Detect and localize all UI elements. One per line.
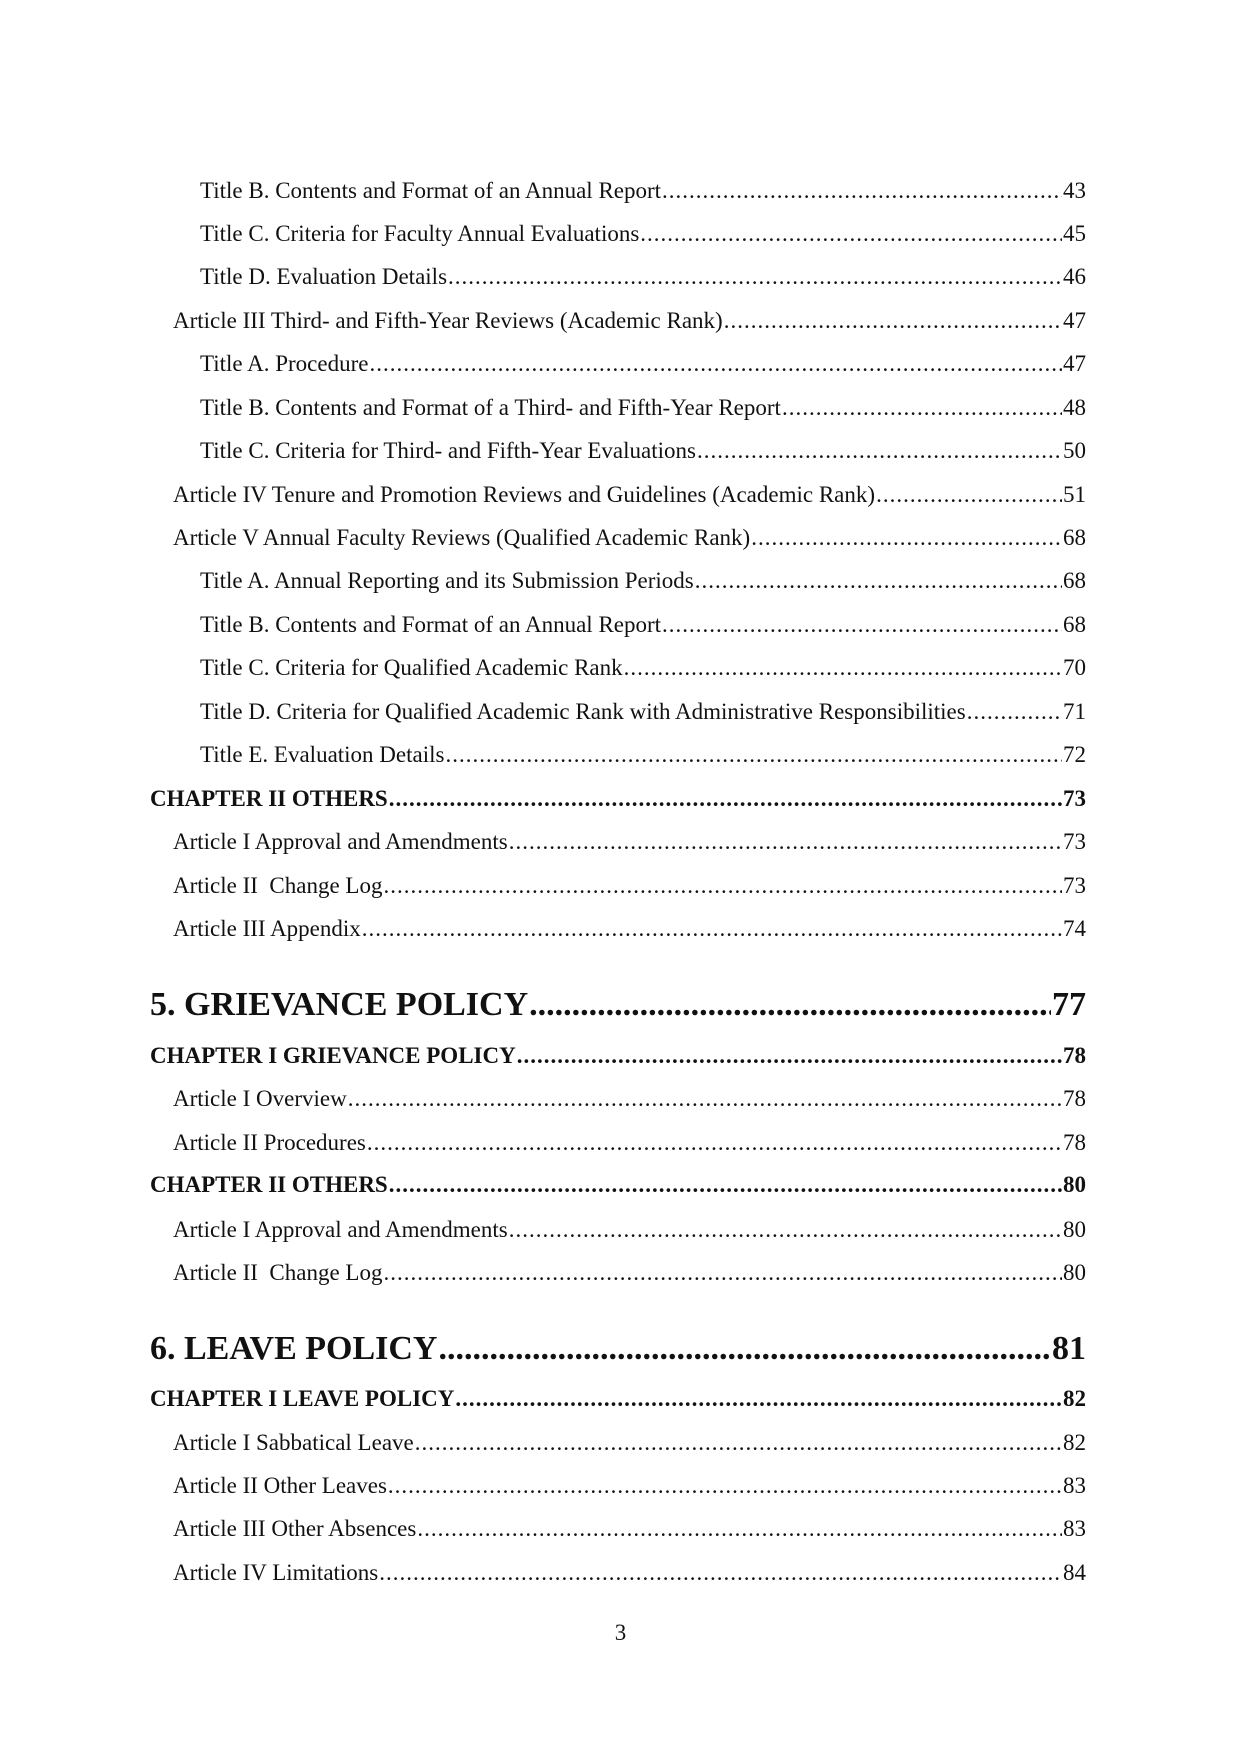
toc-entry[interactable] xyxy=(150,872,1086,900)
toc-entry[interactable] xyxy=(150,1559,1086,1587)
toc-entry-label: Title A. Annual Reporting and its Submission Periods xyxy=(200,568,694,593)
toc-entry[interactable] xyxy=(150,307,1086,335)
page-number: 3 xyxy=(614,1620,627,1645)
toc-entry[interactable] xyxy=(150,915,1086,943)
toc-entry-label: Article I Approval and Amendments xyxy=(173,829,508,854)
dot-leader xyxy=(529,985,1051,1025)
dot-leader xyxy=(369,350,1062,378)
toc-entry[interactable] xyxy=(150,1171,1086,1199)
toc-entry[interactable] xyxy=(150,394,1086,422)
toc-entry-page: 80 xyxy=(1063,1260,1086,1285)
dot-leader xyxy=(876,481,1062,509)
toc-entry-page: 78 xyxy=(1063,1130,1086,1155)
toc-entry-label: Article I Sabbatical Leave xyxy=(173,1430,414,1455)
dot-leader xyxy=(417,1515,1062,1543)
toc-entry-label: Article II Change Log xyxy=(173,1260,383,1285)
toc-entry-label: Article III Other Absences xyxy=(173,1516,417,1541)
toc-entry-label: CHAPTER I GRIEVANCE POLICY xyxy=(150,1043,516,1068)
toc-entry-label: Article I Overview xyxy=(173,1086,347,1111)
toc-entry-page: 82 xyxy=(1063,1386,1086,1411)
toc-entry-label: CHAPTER II OTHERS xyxy=(150,1172,388,1197)
toc-entry-page: 84 xyxy=(1063,1560,1086,1585)
toc-entry-label: Article I Approval and Amendments xyxy=(173,1217,508,1242)
dot-leader xyxy=(782,394,1062,422)
toc-entry-label: Article II Other Leaves xyxy=(173,1473,387,1498)
dot-leader xyxy=(389,785,1062,813)
dot-leader xyxy=(724,307,1062,335)
toc-entry[interactable] xyxy=(150,828,1086,856)
toc-entry-page: 82 xyxy=(1063,1430,1086,1455)
dot-leader xyxy=(624,654,1062,682)
toc-entry[interactable] xyxy=(150,1329,1086,1369)
toc-entry[interactable] xyxy=(150,985,1086,1025)
toc-entry[interactable] xyxy=(150,1042,1086,1070)
toc-entry[interactable] xyxy=(150,1472,1086,1500)
toc-entry-label: Article II Procedures xyxy=(173,1130,366,1155)
toc-entry-label: Title C. Criteria for Qualified Academic Rank xyxy=(200,655,623,680)
dot-leader xyxy=(348,1085,1062,1113)
toc-entry-page: 73 xyxy=(1063,829,1086,854)
toc-entry[interactable] xyxy=(150,220,1086,248)
toc-entry-page: 72 xyxy=(1063,742,1086,767)
toc-entry-label: 6. LEAVE POLICY xyxy=(150,1330,438,1367)
dot-leader xyxy=(415,1429,1062,1457)
toc-entry-page: 73 xyxy=(1063,873,1086,898)
dot-leader xyxy=(448,263,1062,291)
toc-entry-page: 45 xyxy=(1063,221,1086,246)
toc-entry[interactable] xyxy=(150,1429,1086,1457)
toc-entry[interactable] xyxy=(150,1385,1086,1413)
toc-entry[interactable] xyxy=(150,611,1086,639)
dot-leader xyxy=(509,828,1062,856)
toc-entry-page: 47 xyxy=(1063,351,1086,376)
toc-entry[interactable] xyxy=(150,1216,1086,1244)
toc-entry-label: Article III Third- and Fifth-Year Reviews (Academic Rank) xyxy=(173,308,723,333)
toc-entry[interactable] xyxy=(150,1515,1086,1543)
toc-entry-page: 74 xyxy=(1063,916,1086,941)
toc-entry[interactable] xyxy=(150,177,1086,205)
toc-entry-label: Title D. Criteria for Qualified Academic Rank with Administrative Responsibilities xyxy=(200,699,966,724)
toc-entry-label: Title A. Procedure xyxy=(200,351,369,376)
toc-entry[interactable] xyxy=(150,263,1086,291)
toc-entry-page: 68 xyxy=(1063,568,1086,593)
dot-leader xyxy=(445,741,1062,769)
dot-leader xyxy=(517,1042,1062,1070)
dot-leader xyxy=(455,1385,1062,1413)
toc-entry-label: Title B. Contents and Format of a Third- and Fifth-Year Report xyxy=(200,395,781,420)
dot-leader xyxy=(383,1259,1062,1287)
toc-entry-page: 46 xyxy=(1063,264,1086,289)
dot-leader xyxy=(697,437,1062,465)
dot-leader xyxy=(640,220,1062,248)
toc-entry-page: 43 xyxy=(1063,178,1086,203)
toc-entry-label: 5. GRIEVANCE POLICY xyxy=(150,986,529,1023)
toc-entry-label: Article III Appendix xyxy=(173,916,361,941)
toc-entry-page: 78 xyxy=(1063,1086,1086,1111)
toc-entry-page: 50 xyxy=(1063,438,1086,463)
toc-entry-label: Title B. Contents and Format of an Annual Report xyxy=(200,178,662,203)
toc-entry-page: 68 xyxy=(1063,612,1086,637)
dot-leader xyxy=(509,1216,1062,1244)
toc-entry[interactable] xyxy=(150,654,1086,682)
toc-entry[interactable] xyxy=(150,1085,1086,1113)
toc-entry[interactable] xyxy=(150,481,1086,509)
toc-entry[interactable] xyxy=(150,1259,1086,1287)
toc-entry-label: Article IV Limitations xyxy=(173,1560,379,1585)
toc-entry-page: 80 xyxy=(1063,1172,1086,1197)
toc-entry-page: 68 xyxy=(1063,525,1086,550)
dot-leader xyxy=(695,567,1062,595)
dot-leader xyxy=(662,177,1062,205)
toc-entry-page: 70 xyxy=(1063,655,1086,680)
toc-entry-page: 83 xyxy=(1063,1516,1086,1541)
toc-entry-label: CHAPTER I LEAVE POLICY xyxy=(150,1386,455,1411)
toc-entry-page: 78 xyxy=(1063,1043,1086,1068)
dot-leader xyxy=(439,1329,1052,1369)
toc-entry[interactable] xyxy=(150,437,1086,465)
toc-entry-page: 83 xyxy=(1063,1473,1086,1498)
toc-entry[interactable] xyxy=(150,524,1086,552)
toc-entry-page: 47 xyxy=(1063,308,1086,333)
toc-entry[interactable] xyxy=(150,741,1086,769)
toc-entry[interactable] xyxy=(150,785,1086,813)
toc-entry-label: Title C. Criteria for Third- and Fifth-Year Evaluations xyxy=(200,438,696,463)
toc-entry-page: 77 xyxy=(1052,986,1086,1023)
dot-leader xyxy=(662,611,1062,639)
toc-entry-label: Title D. Evaluation Details xyxy=(200,264,448,289)
dot-leader xyxy=(967,698,1062,726)
toc-entry-page: 81 xyxy=(1052,1330,1086,1367)
toc-entry[interactable] xyxy=(150,350,1086,378)
toc-entry-page: 73 xyxy=(1063,786,1086,811)
dot-leader xyxy=(389,1171,1062,1199)
toc-entry[interactable] xyxy=(150,698,1086,726)
toc-entry[interactable] xyxy=(150,1129,1086,1157)
toc-entry-label: Article V Annual Faculty Reviews (Qualified Academic Rank) xyxy=(173,525,751,550)
toc-entry-label: Article IV Tenure and Promotion Reviews and Guidelines (Academic Rank) xyxy=(173,482,876,507)
dot-leader xyxy=(388,1472,1062,1500)
toc-entry-page: 80 xyxy=(1063,1217,1086,1242)
dot-leader xyxy=(379,1559,1062,1587)
toc-entry-label: CHAPTER II OTHERS xyxy=(150,786,388,811)
toc-entry-label: Article II Change Log xyxy=(173,873,383,898)
dot-leader xyxy=(751,524,1062,552)
dot-leader xyxy=(362,915,1062,943)
toc-entry-label: Title E. Evaluation Details xyxy=(200,742,445,767)
dot-leader xyxy=(367,1129,1062,1157)
toc-entry-page: 48 xyxy=(1063,395,1086,420)
toc-entry-page: 71 xyxy=(1063,699,1086,724)
toc-entry-page: 51 xyxy=(1063,482,1086,507)
toc-entry-label: Title B. Contents and Format of an Annual Report xyxy=(200,612,662,637)
toc-entry[interactable] xyxy=(150,567,1086,595)
toc-entry-label: Title C. Criteria for Faculty Annual Evaluations xyxy=(200,221,640,246)
dot-leader xyxy=(383,872,1062,900)
